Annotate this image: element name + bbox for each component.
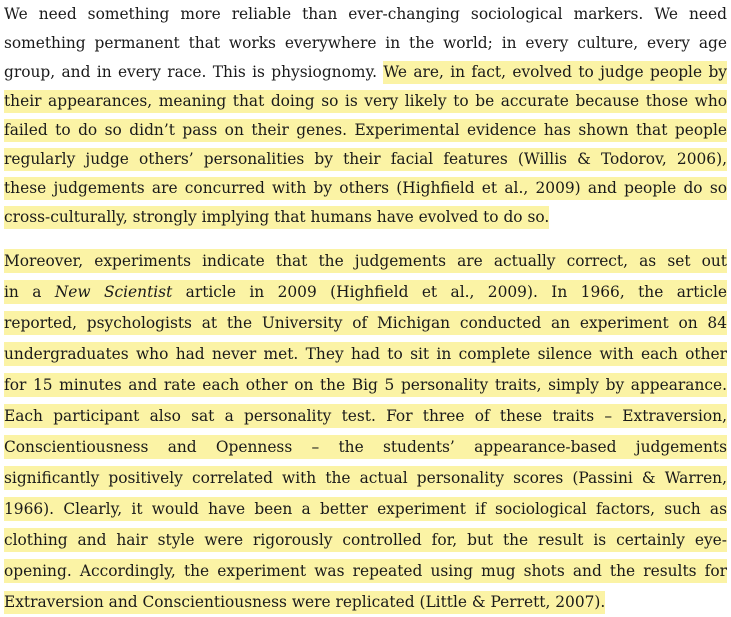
paragraph-1 — [4, 0, 727, 232]
text-line — [4, 435, 727, 464]
text-line — [4, 203, 727, 232]
text-line — [4, 116, 727, 145]
text-line — [4, 373, 727, 402]
highlighted-text: Conscientiousness and Openness – the students’ appearance-based judgements — [4, 435, 727, 459]
paragraph-2 — [4, 249, 727, 617]
highlighted-text: these judgements are concurred with by others (Highfield et al., 2009) and people do so — [4, 177, 727, 200]
highlighted-text: reported, psychologists at the University of Michigan conducted an experiment on 84 — [4, 311, 727, 335]
text-line — [4, 58, 727, 87]
text-line — [4, 145, 727, 174]
text-run: in a — [4, 283, 55, 301]
highlighted-text: failed to do so didn’t pass on their genes. Experimental evidence has shown that people — [4, 119, 727, 142]
highlighted-text: undergraduates who had never met. They had to sit in complete silence with each other — [4, 342, 727, 366]
text-line — [4, 559, 727, 588]
publication-title: New Scientist — [54, 283, 173, 301]
highlighted-text: Each participant also sat a personality test. For three of these traits – Extraversion, — [4, 404, 727, 428]
text-run: group, and in every race. This is physiognomy. — [4, 63, 384, 81]
text-line — [4, 87, 727, 116]
highlighted-text: clothing and hair style were rigorously controlled for, but the result is certainly eye- — [4, 528, 727, 552]
highlighted-text: We are, in fact, evolved to judge people by — [383, 61, 727, 84]
text-line — [4, 311, 727, 340]
text-line — [4, 528, 727, 557]
text-line — [4, 466, 727, 495]
paragraph-gap — [4, 232, 727, 247]
text-run: something permanent that works everywhere in the world; in every culture, every age — [4, 34, 727, 52]
highlighted-text: their appearances, meaning that doing so is very likely to be accurate because those who — [4, 90, 727, 113]
document-body — [4, 0, 727, 617]
text-line — [4, 497, 727, 526]
text-line — [4, 0, 727, 29]
text-line — [4, 174, 727, 203]
highlighted-text — [4, 280, 727, 304]
highlighted-text: Moreover, experiments indicate that the judgements are actually correct, as set out — [4, 249, 727, 273]
highlighted-text: significantly positively correlated with the actual personality scores (Passini & Warren, — [4, 466, 727, 490]
text-line — [4, 280, 727, 309]
highlighted-text: cross-culturally, strongly implying that humans have evolved to do so. — [4, 206, 549, 229]
text-line — [4, 588, 727, 617]
highlighted-text: regularly judge others’ personalities by their facial features (Willis & Todorov, 2006), — [4, 148, 727, 171]
text-line — [4, 29, 727, 58]
text-line — [4, 404, 727, 433]
highlighted-text: opening. Accordingly, the experiment was repeated using mug shots and the results for — [4, 559, 727, 583]
text-run: We need something more reliable than ever-changing sociological markers. We need — [4, 5, 727, 23]
highlighted-text: for 15 minutes and rate each other on the Big 5 personality traits, simply by appearance. — [4, 373, 727, 397]
text-run: article in 2009 (Highfield et al., 2009). In 1966, the article — [172, 283, 728, 301]
text-line — [4, 342, 727, 371]
highlighted-text: Extraversion and Conscientiousness were replicated (Little & Perrett, 2007). — [4, 591, 605, 614]
highlighted-text: 1966). Clearly, it would have been a better experiment if sociological factors, such as — [4, 497, 727, 521]
text-line — [4, 249, 727, 278]
